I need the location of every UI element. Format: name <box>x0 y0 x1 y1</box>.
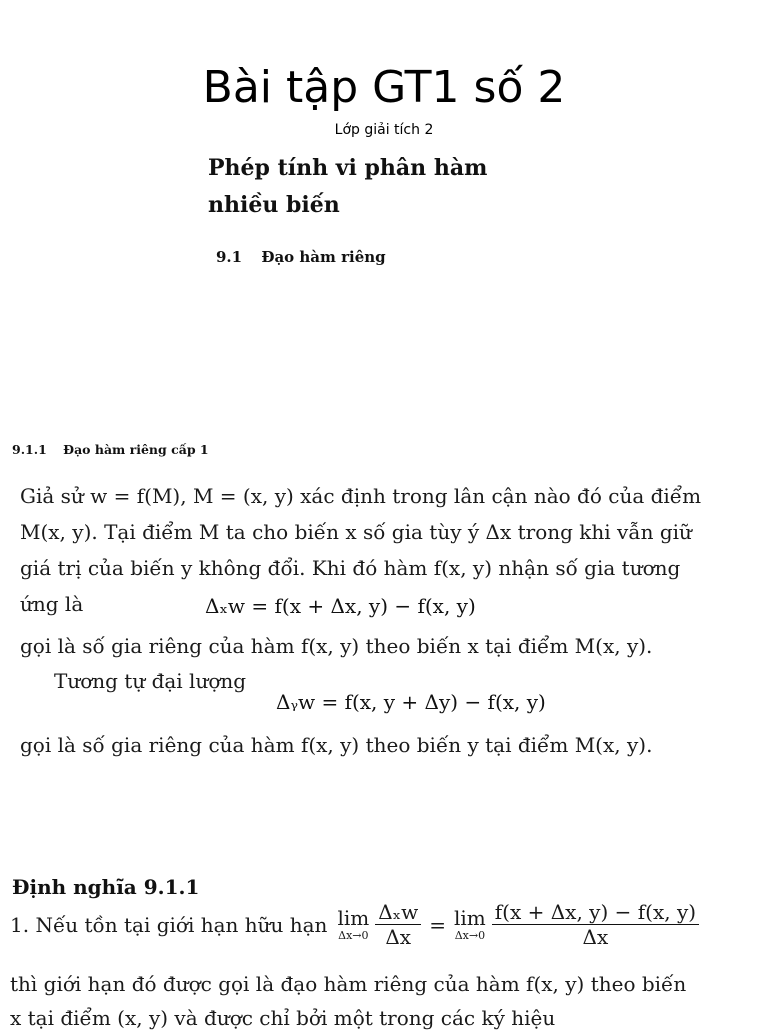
paragraph-line-5: gọi là số gia riêng của hàm f(x, y) theo biến x tại điểm M(x, y). <box>20 634 653 658</box>
paragraph-line-2: M(x, y). Tại điểm M ta cho biến x số gia tùy ý Δx trong khi vẫn giữ <box>20 520 692 544</box>
document-subtitle: Lớp giải tích 2 <box>334 122 434 138</box>
definition-line-2: thì giới hạn đó được gọi là đạo hàm riêng của hàm f(x, y) theo biến <box>10 972 687 996</box>
equation-delta-x: Δₓw = f(x + Δx, y) − f(x, y) <box>205 594 476 618</box>
section-heading <box>216 248 386 266</box>
document-title: Bài tập GT1 số 2 <box>202 62 566 113</box>
equals-sign: = <box>429 912 447 937</box>
section-title: Đạo hàm riêng <box>261 248 386 266</box>
paragraph-line-7: gọi là số gia riêng của hàm f(x, y) theo biến y tại điểm M(x, y). <box>20 733 653 757</box>
paragraph-line-3: giá trị của biến y không đổi. Khi đó hàm f(x, y) nhận số gia tương <box>20 556 681 580</box>
paragraph-line-1: Giả sử w = f(M), M = (x, y) xác định trong lân cận nào đó của điểm <box>20 484 702 508</box>
subsection-title: Đạo hàm riêng cấp 1 <box>63 442 209 457</box>
subsection-heading <box>12 442 209 457</box>
limit-2 <box>454 908 486 941</box>
paragraph-line-6: Tương tự đại lượng <box>54 669 247 693</box>
limit-2-word: lim <box>454 906 486 930</box>
chapter-title: Phép tính vi phân hàm nhiều biến <box>208 155 488 218</box>
definition-item-1-text: 1. Nếu tồn tại giới hạn hữu hạn <box>10 912 328 937</box>
definition-title: Định nghĩa 9.1.1 <box>12 875 200 899</box>
definition-line-3: x tại điểm (x, y) và được chỉ bởi một trong các ký hiệu <box>10 1006 556 1030</box>
equation-delta-y: Δᵧw = f(x, y + Δy) − f(x, y) <box>276 690 546 714</box>
limit-2-subscript: Δx→0 <box>454 929 486 942</box>
fraction-2-numerator: f(x + Δx, y) − f(x, y) <box>492 900 699 925</box>
fraction-2 <box>492 900 699 949</box>
fraction-2-denominator: Δx <box>582 925 609 949</box>
section-number: 9.1 <box>216 248 243 266</box>
paragraph-line-4: ứng là <box>20 592 84 616</box>
fraction-1 <box>375 900 421 949</box>
definition-item-1 <box>10 900 699 949</box>
limit-1-subscript: Δx→0 <box>338 929 369 942</box>
limit-1-word: lim <box>337 906 370 930</box>
fraction-1-denominator: Δx <box>385 925 412 949</box>
limit-1 <box>337 908 369 941</box>
fraction-1-numerator: Δₓw <box>375 900 421 925</box>
subsection-number: 9.1.1 <box>12 442 47 457</box>
